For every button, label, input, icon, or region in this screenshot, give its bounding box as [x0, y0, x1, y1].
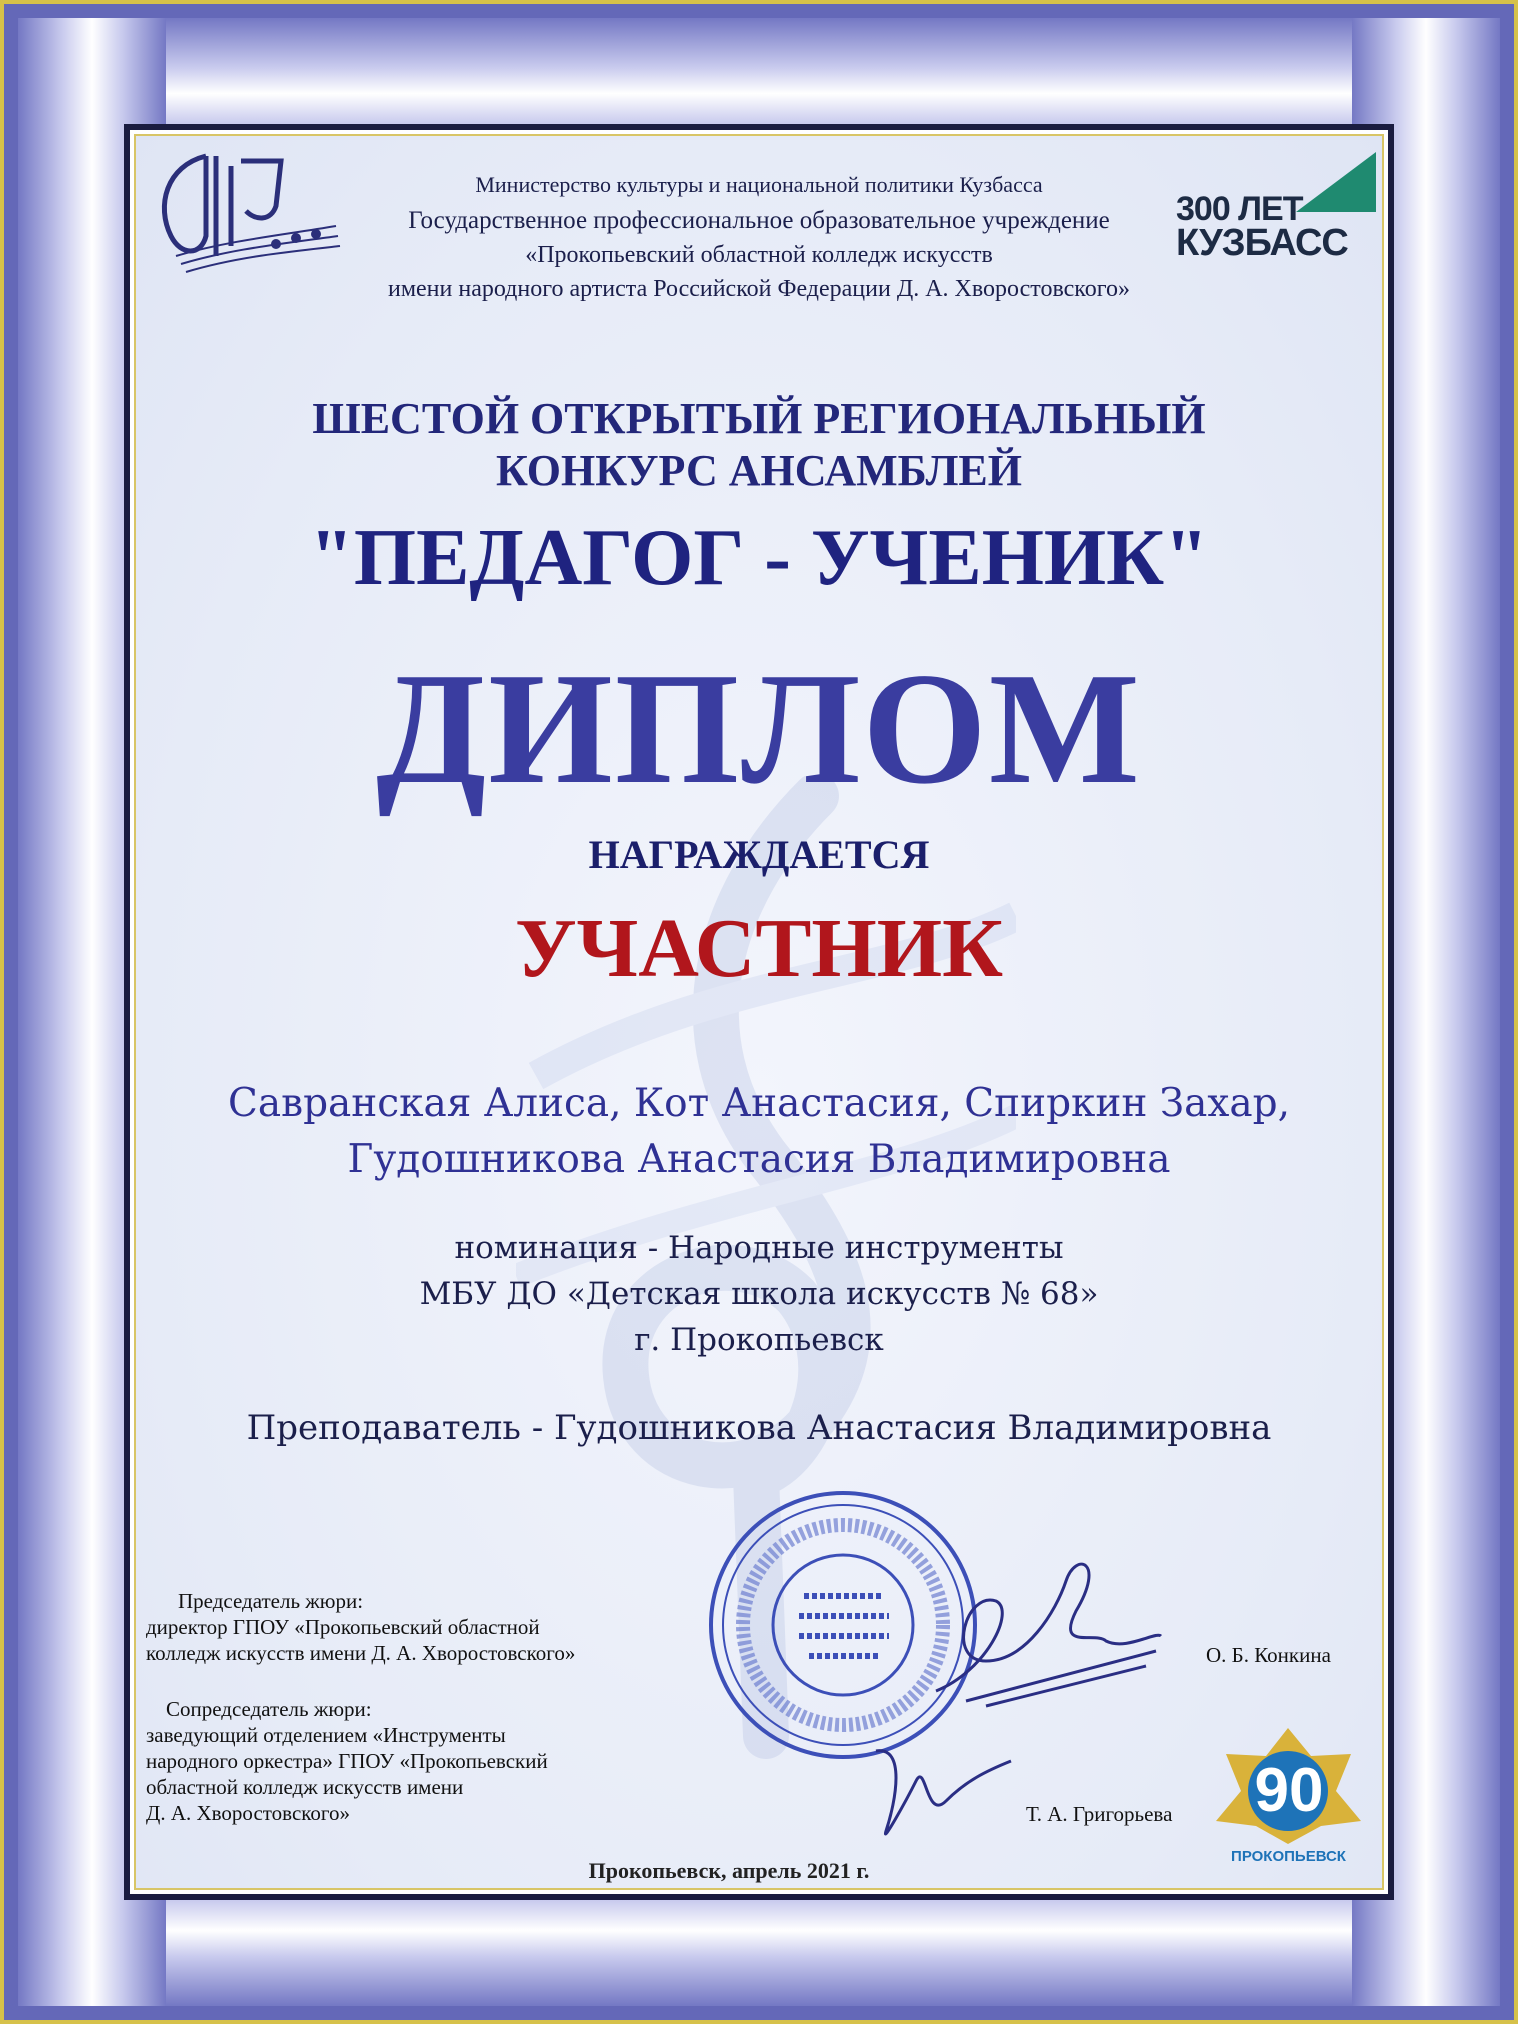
- ministry-line-3: «Прокопьевский областной колледж искусств: [525, 242, 993, 268]
- anniversary-city: ПРОКОПЬЕВСК: [1231, 1848, 1346, 1865]
- participant-names-line-1: Савранская Алиса, Кот Анастасия, Спиркин Захар,: [228, 1081, 1290, 1126]
- participant-names-line-2: Гудошникова Анастасия Владимировна: [347, 1137, 1171, 1182]
- chair-name: О. Б. Конкина: [1206, 1643, 1331, 1667]
- anniversary-number: 90: [1254, 1756, 1324, 1825]
- diploma-paper: [134, 134, 1384, 1890]
- chair-line-2: колледж искусств имени Д. А. Хворостовского»: [146, 1641, 576, 1665]
- teacher: Преподаватель - Гудошникова Анастасия Владимировна: [246, 1408, 1272, 1448]
- cochair-title: Сопредседатель жюри:: [166, 1697, 372, 1721]
- contest-title-line-1: ШЕСТОЙ ОТКРЫТЫЙ РЕГИОНАЛЬНЫЙ: [312, 394, 1206, 443]
- prokopyevsk-90-logo: [1211, 1726, 1366, 1876]
- cochair-signature-icon: [856, 1741, 1016, 1851]
- award-status: УЧАСТНИК: [514, 902, 1004, 995]
- diploma-title: ДИПЛОМ: [376, 639, 1142, 817]
- cochair-line-1: заведующий отделением «Инструменты: [146, 1723, 506, 1747]
- cochair-line-2: народного оркестра» ГПОУ «Прокопьевский: [146, 1749, 548, 1773]
- chair-line-1: директор ГПОУ «Прокопьевский областной: [146, 1615, 540, 1639]
- city: г. Прокопьевск: [634, 1322, 884, 1358]
- contest-title-line-2: КОНКУРС АНСАМБЛЕЙ: [495, 446, 1022, 495]
- cochair-name: Т. А. Григорьева: [1026, 1802, 1173, 1826]
- place-and-date: Прокопьевск, апрель 2021 г.: [588, 1858, 870, 1883]
- school-name: МБУ ДО «Детская школа искусств № 68»: [419, 1276, 1099, 1312]
- ministry-line-4: имени народного артиста Российской Федерации Д. А. Хворостовского»: [387, 276, 1130, 302]
- chair-title: Председатель жюри:: [178, 1589, 364, 1613]
- contest-name: "ПЕДАГОГ - УЧЕНИК": [309, 514, 1209, 602]
- kuzbass-logo-line1: 300 ЛЕТ: [1176, 190, 1303, 228]
- nomination: номинация - Народные инструменты: [454, 1230, 1064, 1266]
- cochair-line-4: Д. А. Хворостовского»: [146, 1801, 351, 1825]
- awarded-label: НАГРАЖДАЕТСЯ: [588, 832, 930, 877]
- ministry-line-2: Государственное профессиональное образовательное учреждение: [408, 207, 1110, 234]
- ministry-line-1: Министерство культуры и национальной политики Кузбасса: [475, 172, 1043, 197]
- kuzbass-logo-line2: КУЗБАСС: [1176, 222, 1348, 264]
- cochair-line-3: областной колледж искусств имени: [146, 1775, 464, 1799]
- chair-signature-icon: [926, 1551, 1166, 1711]
